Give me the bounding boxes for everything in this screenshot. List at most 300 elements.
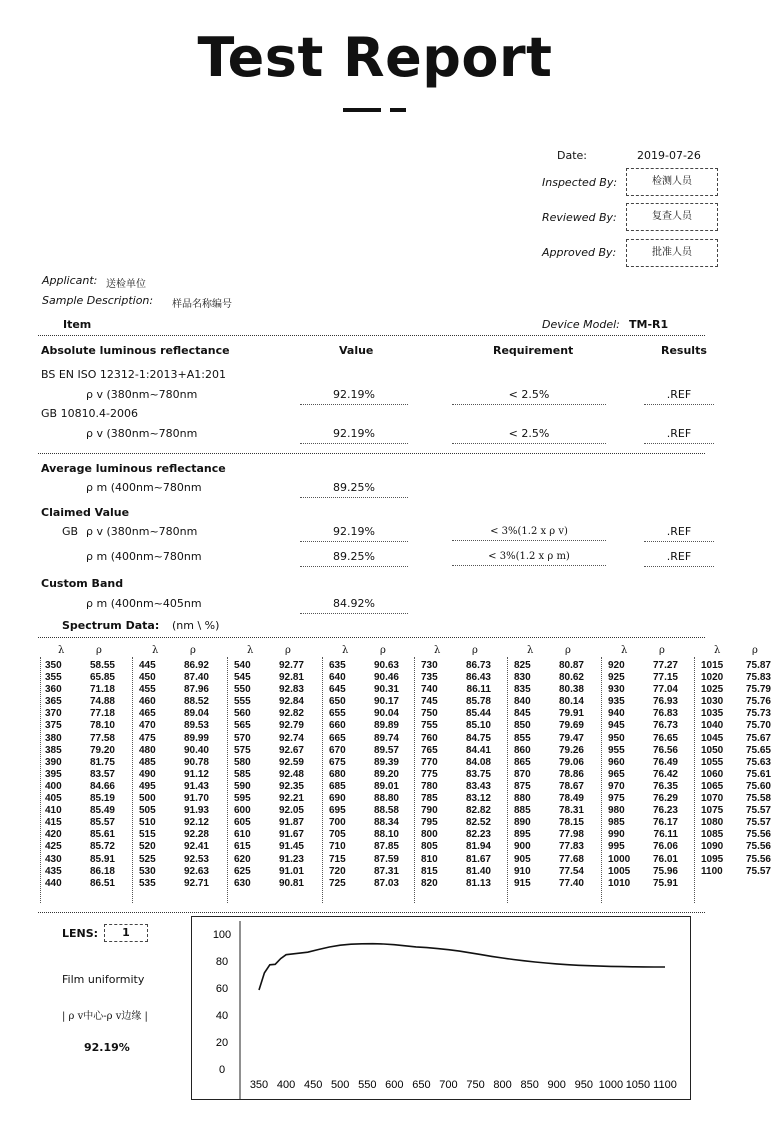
gb-standard: GB 10810.4-2006 [41,407,139,420]
spectrum-row [45,720,115,732]
wavelength-cell: 1025 [701,684,724,696]
spectrum-row [139,841,209,853]
custom-param: ρ m (400nm~405nm [86,597,202,610]
reflectance-cell: 75.56 [745,841,771,853]
reflectance-cell: 81.75 [89,756,115,768]
column-separator [601,657,602,903]
spectrum-unit: (nm \ %) [172,619,220,632]
wavelength-cell: 865 [514,756,531,768]
wavelength-cell: 980 [608,805,625,817]
reflectance-cell: 75.65 [745,744,771,756]
spectrum-row [45,841,115,853]
claimed-param1: ρ v (380nm~780nm [86,525,198,538]
avg-title: Average luminous reflectance [41,462,226,475]
spectrum-row [514,793,584,805]
reflectance-cell: 89.01 [373,780,399,792]
reflectance-cell: 90.78 [183,756,209,768]
reflectance-cell: 79.69 [558,720,584,732]
col-value-header: Value [339,344,374,357]
spectrum-row [45,672,115,684]
col-item-header: Absolute luminous reflectance [41,344,230,357]
reflectance-cell: 77.98 [558,829,584,841]
spectrum-row [514,866,584,878]
wavelength-cell: 545 [234,672,251,684]
reflectance-cell: 78.86 [558,768,584,780]
wavelength-cell: 875 [514,780,531,792]
reflectance-cell: 89.57 [373,744,399,756]
wavelength-cell: 360 [45,684,62,696]
reflectance-cell: 76.06 [652,841,678,853]
wavelength-cell: 465 [139,708,156,720]
wavelength-cell: 485 [139,756,156,768]
wavelength-cell: 800 [421,829,438,841]
reflectance-cell: 78.49 [558,793,584,805]
spectrum-row [234,745,304,757]
film-value: 92.19% [84,1041,130,1054]
spectrum-row [45,793,115,805]
spectrum-row [329,781,399,793]
reflectance-cell: 76.93 [652,696,678,708]
spectrum-row [234,684,304,696]
wavelength-cell: 785 [421,793,438,805]
spectrum-row [234,769,304,781]
wavelength-cell: 385 [45,744,62,756]
wavelength-cell: 890 [514,817,531,829]
reflectance-cell: 76.65 [652,732,678,744]
reflectance-cell: 76.01 [652,853,678,865]
wavelength-cell: 650 [329,696,346,708]
spectrum-row [701,817,771,829]
spectrum-row [45,745,115,757]
col-results-header: Results [661,344,707,357]
gb-requirement: < 2.5% [452,427,606,444]
reflectance-cell: 75.56 [745,829,771,841]
spectrum-row [514,708,584,720]
col-requirement-header: Requirement [493,344,574,357]
wavelength-cell: 570 [234,732,251,744]
wavelength-cell: 430 [45,853,62,865]
spectrum-row [139,829,209,841]
reflectance-cell: 90.63 [373,660,399,671]
reflectance-cell: 92.28 [183,829,209,841]
reflectance-cell: 91.67 [278,829,304,841]
wavelength-cell: 725 [329,877,346,889]
wavelength-cell: 930 [608,684,625,696]
x-tick-label: 400 [276,1079,296,1091]
wavelength-cell: 630 [234,877,251,889]
spectrum-row [234,854,304,866]
wavelength-cell: 1100 [701,865,723,877]
spectrum-row [701,841,771,853]
film-formula: | ρ v中心-ρ v边缘 | [62,1011,148,1022]
spectrum-row [139,696,209,708]
spectrum-row [701,684,771,696]
wavelength-cell: 500 [139,793,156,805]
gb-result: .REF [644,427,714,444]
spectrum-row [608,757,678,769]
reflectance-series-line [259,944,665,990]
reflectance-cell: 75.96 [652,865,678,877]
spectrum-row [608,660,678,672]
reflectance-cell: 90.46 [373,672,399,684]
wavelength-cell: 715 [329,853,346,865]
spectrum-row [514,696,584,708]
reflectance-cell: 81.40 [465,865,491,877]
spectrum-row [234,866,304,878]
reflectance-cell: 80.14 [558,696,584,708]
spectrum-row [139,720,209,732]
wavelength-cell: 670 [329,744,346,756]
spectrum-row [701,708,771,720]
wavelength-cell: 850 [514,720,531,732]
wavelength-cell: 1045 [701,732,724,744]
reflectance-cell: 83.43 [465,780,491,792]
reflectance-cell: 86.92 [183,660,209,671]
wavelength-cell: 495 [139,780,156,792]
wavelength-cell: 840 [514,696,531,708]
wavelength-cell: 555 [234,696,251,708]
wavelength-cell: 955 [608,744,625,756]
wavelength-cell: 590 [234,780,251,792]
column-separator [694,657,695,903]
reflectance-cell: 75.56 [745,853,771,865]
spectrum-row [421,769,491,781]
spectrum-header-lambda: λ [342,645,349,656]
spectrum-row [139,672,209,684]
title-underline-right [390,108,406,112]
reflectance-cell: 80.38 [558,684,584,696]
spectrum-row [45,829,115,841]
spectrum-row [608,817,678,829]
approved-label: Approved By: [542,246,617,259]
wavelength-cell: 700 [329,817,346,829]
spectrum-row [139,733,209,745]
wavelength-cell: 845 [514,708,531,720]
reflectance-cell: 90.81 [278,877,304,889]
wavelength-cell: 380 [45,732,62,744]
reflectance-cell: 82.23 [465,829,491,841]
wavelength-cell: 795 [421,817,438,829]
spectrum-row [608,866,678,878]
wavelength-cell: 675 [329,756,346,768]
x-tick-label: 1100 [653,1079,677,1091]
wavelength-cell: 365 [45,696,62,708]
reflectance-cell: 88.10 [373,829,399,841]
spectrum-row [139,745,209,757]
spectrum-row [234,878,304,890]
spectrum-label: Spectrum Data: [62,619,160,632]
wavelength-cell: 595 [234,793,251,805]
reflectance-cell: 75.57 [745,805,771,817]
reflectance-cell: 77.04 [652,684,678,696]
inspected-label: Inspected By: [542,176,618,189]
spectrum-row [514,684,584,696]
reflectance-cell: 91.43 [183,780,209,792]
reflectance-cell: 92.83 [278,684,304,696]
reflectance-cell: 85.49 [89,805,115,817]
reflectance-cell: 77.15 [652,672,678,684]
custom-value: 84.92% [300,597,408,614]
reflectance-cell: 75.60 [745,780,771,792]
spectrum-header-lambda: λ [152,645,159,656]
reflectance-cell: 92.53 [183,853,209,865]
wavelength-cell: 830 [514,672,531,684]
wavelength-cell: 870 [514,768,531,780]
reflectance-cell: 92.41 [183,841,209,853]
reflectance-cell: 91.87 [278,817,304,829]
reviewed-field[interactable]: 复查人员 [626,203,718,231]
reflectance-cell: 75.67 [745,732,771,744]
spectrum-row [421,866,491,878]
wavelength-cell: 585 [234,768,251,780]
spectrum-row [329,696,399,708]
reflectance-cell: 92.21 [278,793,304,805]
spectrum-row [234,829,304,841]
reflectance-cell: 92.67 [278,744,304,756]
wavelength-cell: 435 [45,865,62,877]
avg-param: ρ m (400nm~780nm [86,481,202,494]
spectrum-column [421,660,491,890]
wavelength-cell: 860 [514,744,531,756]
spectrum-column [701,660,771,878]
reflectance-cell: 84.75 [465,732,491,744]
spectrum-row [421,745,491,757]
spectrum-row [139,684,209,696]
wavelength-cell: 825 [514,660,531,671]
spectrum-row [701,805,771,817]
inspected-field[interactable]: 检测人员 [626,168,718,196]
reflectance-cell: 76.23 [652,805,678,817]
spectrum-row [45,805,115,817]
wavelength-cell: 645 [329,684,346,696]
reflectance-cell: 83.57 [89,768,115,780]
reflectance-cell: 89.53 [183,720,209,732]
reflectance-cell: 79.26 [558,744,584,756]
wavelength-cell: 355 [45,672,62,684]
wavelength-cell: 780 [421,780,438,792]
reflectance-cell: 91.23 [278,853,304,865]
spectrum-row [329,817,399,829]
reflectance-cell: 75.57 [745,865,771,877]
wavelength-cell: 660 [329,720,346,732]
spectrum-row [234,696,304,708]
spectrum-row [234,781,304,793]
wavelength-cell: 510 [139,817,156,829]
spectrum-row [329,866,399,878]
x-tick-label: 500 [331,1079,350,1091]
reflectance-cell: 92.84 [278,696,304,708]
wavelength-cell: 995 [608,841,625,853]
wavelength-cell: 575 [234,744,251,756]
reflectance-cell: 79.06 [558,756,584,768]
spectrum-row [421,793,491,805]
reflectance-cell: 87.40 [183,672,209,684]
reflectance-cell: 75.58 [745,793,771,805]
reflectance-cell: 92.12 [183,817,209,829]
spectrum-header-lambda: λ [527,645,534,656]
reflectance-cell: 90.31 [373,684,399,696]
bs-standard: BS EN ISO 12312-1:2013+A1:201 [41,368,226,381]
x-tick-label: 650 [412,1079,431,1091]
wavelength-cell: 665 [329,732,346,744]
wavelength-cell: 425 [45,841,62,853]
reflectance-cell: 85.72 [89,841,115,853]
lens-field[interactable]: 1 [104,924,148,942]
divider [38,912,705,913]
spectrum-row [608,769,678,781]
spectrum-row [514,733,584,745]
custom-title: Custom Band [41,577,124,590]
wavelength-cell: 985 [608,817,625,829]
wavelength-cell: 1050 [701,744,724,756]
spectrum-row [234,660,304,672]
column-separator [322,657,323,903]
reviewed-label: Reviewed By: [542,211,617,224]
y-tick-label: 0 [218,1064,226,1076]
x-tick-label: 600 [385,1079,404,1091]
wavelength-cell: 885 [514,805,531,817]
wavelength-cell: 605 [234,817,251,829]
x-tick-label: 550 [358,1079,377,1091]
wavelength-cell: 900 [514,841,531,853]
reflectance-cell: 82.82 [465,805,491,817]
reflectance-cell: 75.57 [745,817,771,829]
reflectance-cell: 91.01 [278,865,304,877]
spectrum-row [421,781,491,793]
wavelength-cell: 445 [139,660,156,671]
wavelength-cell: 540 [234,660,251,671]
reflectance-cell: 92.35 [278,780,304,792]
reflectance-cell: 75.91 [652,877,678,889]
claimed-req2: < 3%(1.2 x ρ m) [452,551,606,566]
claimed-gb: GB [62,525,79,538]
reflectance-cell: 76.73 [652,720,678,732]
reflectance-cell: 74.88 [89,696,115,708]
reflectance-cell: 75.79 [745,684,771,696]
reflectance-cell: 86.11 [466,684,491,696]
reflectance-cell: 87.96 [183,684,209,696]
reflectance-cell: 80.62 [558,672,584,684]
avg-value: 89.25% [300,481,408,498]
reflectance-cell: 84.41 [465,744,491,756]
spectrum-row [701,745,771,757]
wavelength-cell: 1000 [608,853,631,865]
spectrum-row [329,878,399,890]
spectrum-header-rho: ρ [380,645,386,656]
wavelength-cell: 480 [139,744,156,756]
wavelength-cell: 720 [329,865,346,877]
wavelength-cell: 940 [608,708,625,720]
divider [38,335,705,336]
device-model-label: Device Model: [542,318,620,331]
lens-label: LENS: [62,927,99,940]
spectrum-row [608,684,678,696]
spectrum-row [234,720,304,732]
spectrum-row [234,708,304,720]
film-label: Film uniformity [62,973,145,986]
wavelength-cell: 400 [45,780,62,792]
wavelength-cell: 615 [234,841,251,853]
spectrum-row [421,708,491,720]
spectrum-header-rho: ρ [96,645,102,656]
reflectance-cell: 75.76 [745,696,771,708]
spectrum-row [234,817,304,829]
spectrum-row [45,817,115,829]
reflectance-cell: 92.05 [278,805,304,817]
reflectance-cell: 92.79 [278,720,304,732]
spectrum-row [514,757,584,769]
date-label: Date: [557,149,587,162]
wavelength-cell: 965 [608,768,625,780]
wavelength-cell: 1005 [608,865,631,877]
reflectance-cell: 75.70 [745,720,771,732]
wavelength-cell: 1010 [608,877,631,889]
reflectance-cell: 71.18 [89,684,115,696]
spectrum-row [329,841,399,853]
spectrum-row [329,672,399,684]
page-title: Test Report [197,26,553,89]
sample-value: 样品名称编号 [172,299,232,310]
wavelength-cell: 915 [514,877,531,889]
wavelength-cell: 975 [608,793,625,805]
spectrum-row [45,757,115,769]
x-tick-label: 750 [466,1079,485,1091]
reflectance-cell: 86.18 [89,865,115,877]
y-tick-label: 20 [215,1037,229,1049]
spectrum-row [139,817,209,829]
spectrum-row [701,866,771,878]
spectrum-row [608,720,678,732]
reflectance-cell: 85.10 [465,720,491,732]
reflectance-cell: 76.83 [652,708,678,720]
wavelength-cell: 525 [139,853,156,865]
spectrum-header-rho: ρ [565,645,571,656]
reflectance-cell: 86.73 [465,660,491,671]
reflectance-cell: 76.49 [652,756,678,768]
column-separator [132,657,133,903]
divider [38,453,705,454]
approved-field[interactable]: 批准人员 [626,239,718,267]
claimed-value2: 89.25% [300,550,408,567]
reflectance-cell: 85.44 [465,708,491,720]
spectrum-row [45,696,115,708]
spectrum-row [701,854,771,866]
spectrum-row [514,805,584,817]
spectrum-row [421,829,491,841]
wavelength-cell: 805 [421,841,438,853]
spectrum-row [514,781,584,793]
wavelength-cell: 565 [234,720,251,732]
reflectance-cell: 78.10 [89,720,115,732]
spectrum-column [139,660,209,890]
reflectance-cell: 91.45 [278,841,304,853]
reflectance-cell: 76.11 [653,829,678,841]
reflectance-cell: 87.85 [373,841,399,853]
spectrum-header-lambda: λ [247,645,254,656]
wavelength-cell: 775 [421,768,438,780]
spectrum-row [608,805,678,817]
spectrum-row [608,745,678,757]
reflectance-cell: 89.74 [373,732,399,744]
column-separator [414,657,415,903]
applicant-value: 送检单位 [106,279,146,290]
spectrum-row [139,793,209,805]
wavelength-cell: 490 [139,768,156,780]
reflectance-cell: 92.77 [278,660,304,671]
wavelength-cell: 1075 [701,805,724,817]
reflectance-cell: 87.59 [373,853,399,865]
spectrum-row [139,805,209,817]
